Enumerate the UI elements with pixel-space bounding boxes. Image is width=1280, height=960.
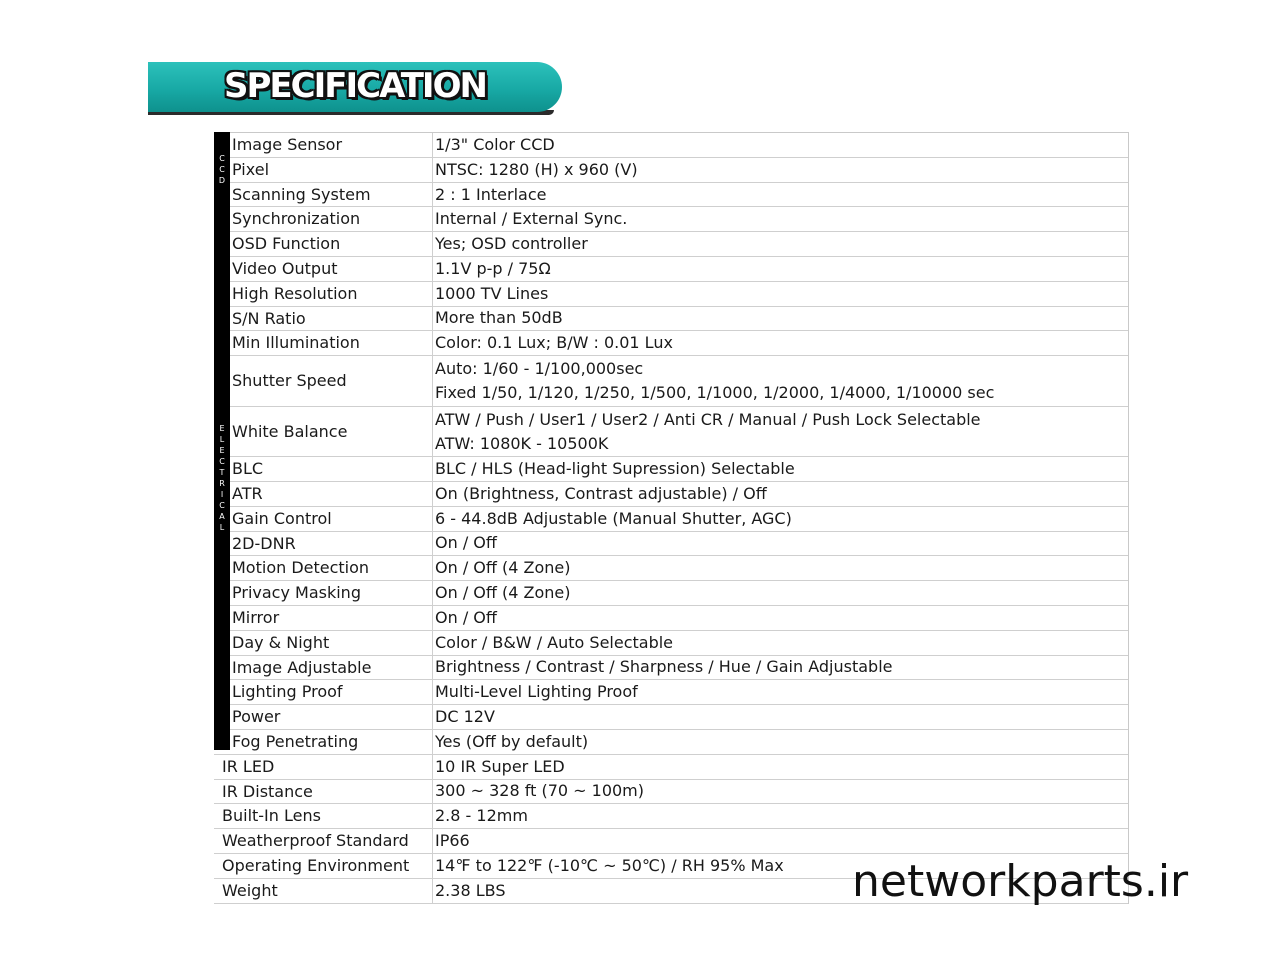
spec-label: OSD Function: [214, 232, 433, 256]
section-letter: C: [219, 457, 225, 466]
spec-value-line: 14℉ to 122℉ (-10℃ ~ 50℃) / RH 95% Max: [435, 855, 784, 875]
spec-label: Operating Environment: [214, 854, 433, 878]
section-letter: R: [219, 479, 225, 488]
spec-label: 2D-DNR: [214, 532, 433, 556]
spec-row: [214, 457, 1128, 482]
spec-row: [214, 606, 1128, 631]
section-letter: E: [219, 424, 225, 433]
spec-label: Min Illumination: [214, 331, 433, 355]
spec-value: [433, 482, 1128, 506]
spec-value-line: DC 12V: [435, 707, 495, 727]
spec-value: [433, 507, 1128, 531]
spec-row: [214, 232, 1128, 257]
section-letter: C: [219, 164, 225, 174]
spec-row: [214, 631, 1128, 656]
spec-row: [214, 257, 1128, 282]
spec-value: [433, 804, 1128, 828]
spec-row: [214, 780, 1128, 805]
spec-value-line: 300 ~ 328 ft (70 ~ 100m): [435, 781, 644, 801]
spec-label: Lighting Proof: [214, 680, 433, 704]
spec-value: [433, 207, 1128, 231]
spec-label: BLC: [214, 457, 433, 481]
spec-value: [433, 356, 1128, 406]
spec-row: [214, 282, 1128, 307]
spec-label: Weatherproof Standard: [214, 829, 433, 853]
spec-row: [214, 407, 1128, 457]
section-label-electrical: [214, 206, 230, 750]
spec-value: [433, 232, 1128, 256]
spec-value-line: On / Off: [435, 607, 497, 627]
spec-value: [433, 307, 1128, 331]
spec-value: [433, 257, 1128, 281]
spec-label: IR Distance: [214, 780, 433, 804]
spec-value: [433, 606, 1128, 630]
spec-value: [433, 829, 1128, 853]
section-letter: T: [219, 468, 225, 477]
spec-row: [214, 207, 1128, 232]
spec-label: Gain Control: [214, 507, 433, 531]
spec-label: Scanning System: [214, 183, 433, 207]
spec-value-line: On / Off: [435, 533, 497, 553]
section-letter: C: [219, 501, 225, 510]
spec-value-line: 1.1V p-p / 75Ω: [435, 258, 551, 278]
spec-row: [214, 556, 1128, 581]
spec-row: [214, 532, 1128, 557]
spec-value-line: 2.38 LBS: [435, 880, 506, 900]
spec-value: [433, 556, 1128, 580]
spec-value-line: On / Off (4 Zone): [435, 583, 571, 603]
spec-value-line: ATW: 1080K - 10500K: [435, 433, 609, 453]
spec-value-line: ATW / Push / User1 / User2 / Anti CR / Manual / Push Lock Selectable: [435, 409, 981, 429]
spec-row: [214, 133, 1128, 158]
section-letter: I: [220, 490, 224, 499]
spec-label: S/N Ratio: [214, 307, 433, 331]
spec-row: [214, 581, 1128, 606]
spec-value-line: Color: 0.1 Lux; B/W : 0.01 Lux: [435, 333, 673, 353]
spec-value: [433, 680, 1128, 704]
spec-value: [433, 158, 1128, 182]
spec-value-line: Brightness / Contrast / Sharpness / Hue / Gain Adjustable: [435, 657, 893, 677]
spec-value-line: 6 - 44.8dB Adjustable (Manual Shutter, AGC): [435, 508, 792, 528]
spec-value: [433, 780, 1128, 804]
spec-value-line: 10 IR Super LED: [435, 756, 565, 776]
spec-label: Fog Penetrating: [214, 730, 433, 754]
spec-row: [214, 656, 1128, 681]
spec-value-line: 1000 TV Lines: [435, 283, 549, 303]
spec-row: [214, 482, 1128, 507]
section-letter: A: [219, 512, 225, 521]
spec-value-line: On / Off (4 Zone): [435, 558, 571, 578]
spec-row: [214, 158, 1128, 183]
spec-label: IR LED: [214, 755, 433, 779]
spec-label: Weight: [214, 879, 433, 903]
spec-value: [433, 282, 1128, 306]
specification-banner: [148, 62, 568, 118]
spec-label: Video Output: [214, 257, 433, 281]
spec-label: High Resolution: [214, 282, 433, 306]
spec-value-line: Yes (Off by default): [435, 731, 589, 751]
spec-label: Image Sensor: [214, 133, 433, 157]
section-letter: E: [219, 446, 225, 455]
spec-value-line: 2 : 1 Interlace: [435, 184, 547, 204]
spec-value-line: IP66: [435, 831, 470, 851]
spec-value-line: Yes; OSD controller: [435, 234, 588, 254]
spec-value: [433, 755, 1128, 779]
spec-row: [214, 183, 1128, 208]
banner-bar: [148, 62, 562, 112]
section-letter: D: [218, 175, 226, 185]
spec-value: [433, 457, 1128, 481]
spec-value: [433, 730, 1128, 754]
page-title: SPECIFICATION: [224, 66, 486, 106]
spec-value: [433, 656, 1128, 680]
spec-label: Day & Night: [214, 631, 433, 655]
spec-label: ATR: [214, 482, 433, 506]
spec-label: Built-In Lens: [214, 804, 433, 828]
spec-value-line: Internal / External Sync.: [435, 209, 628, 229]
spec-value: [433, 183, 1128, 207]
spec-value-line: BLC / HLS (Head-light Supression) Selectable: [435, 459, 795, 479]
spec-label: Image Adjustable: [214, 656, 433, 680]
spec-row: [214, 755, 1128, 780]
spec-row: [214, 356, 1128, 407]
spec-row: [214, 307, 1128, 332]
spec-label: White Balance: [214, 407, 433, 456]
spec-label: Shutter Speed: [214, 356, 433, 406]
watermark: networkparts.ir: [852, 856, 1189, 907]
spec-row: [214, 705, 1128, 730]
spec-label: Mirror: [214, 606, 433, 630]
spec-value: [433, 331, 1128, 355]
spec-row: [214, 507, 1128, 532]
spec-value-line: On (Brightness, Contrast adjustable) / Off: [435, 483, 767, 503]
section-letter: L: [219, 435, 225, 444]
spec-value: [433, 407, 1128, 456]
spec-row: [214, 730, 1128, 755]
spec-label: Power: [214, 705, 433, 729]
section-label-ccd: [214, 132, 230, 206]
spec-row: [214, 804, 1128, 829]
spec-value: [433, 631, 1128, 655]
spec-label: Motion Detection: [214, 556, 433, 580]
spec-row: [214, 829, 1128, 854]
spec-value: [433, 581, 1128, 605]
section-letter: L: [219, 523, 225, 532]
spec-label: Privacy Masking: [214, 581, 433, 605]
spec-label: Synchronization: [214, 207, 433, 231]
spec-value: [433, 532, 1128, 556]
spec-value-line: Auto: 1/60 - 1/100,000sec: [435, 359, 644, 379]
spec-row: [214, 680, 1128, 705]
section-letter: C: [219, 153, 225, 163]
spec-value-line: Fixed 1/50, 1/120, 1/250, 1/500, 1/1000, 1/2000, 1/4000, 1/10000 sec: [435, 383, 995, 403]
spec-value-line: More than 50dB: [435, 308, 563, 328]
spec-value-line: Multi-Level Lighting Proof: [435, 682, 638, 702]
spec-table: [214, 132, 1129, 904]
spec-row: [214, 331, 1128, 356]
spec-value-line: Color / B&W / Auto Selectable: [435, 632, 674, 652]
spec-value-line: NTSC: 1280 (H) x 960 (V): [435, 159, 638, 179]
spec-value: [433, 133, 1128, 157]
spec-value-line: 2.8 - 12mm: [435, 806, 528, 826]
spec-label: Pixel: [214, 158, 433, 182]
spec-value-line: 1/3" Color CCD: [435, 134, 555, 154]
spec-value: [433, 705, 1128, 729]
